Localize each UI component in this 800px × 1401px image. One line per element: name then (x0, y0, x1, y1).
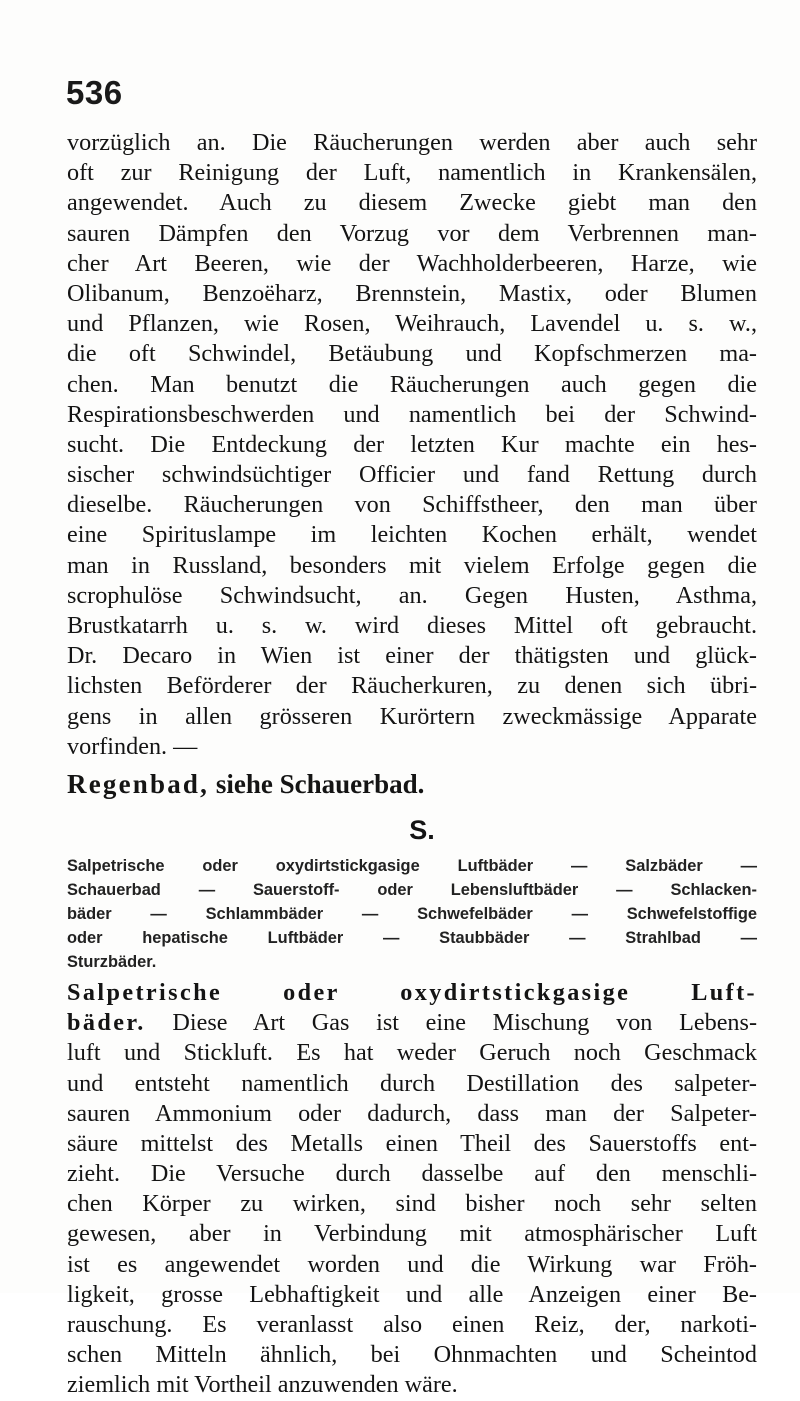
index-line: bäder — Schlammbäder — Schwefelbäder — Schwefelstoffige (67, 904, 757, 923)
entry-term-continuation: bäder. (67, 1009, 146, 1037)
text-line: sucht. Die Entdeckung der letzten Kur machte ein hes- (67, 430, 757, 458)
text-line: cher Art Beeren, wie der Wachholderbeeren, Harze, wie (67, 249, 757, 277)
text-line: ist es angewendet worden und die Wirkung war Fröh- (67, 1250, 757, 1278)
text-line: rauschung. Es veranlasst also einen Reiz, der, narkoti- (67, 1311, 757, 1338)
index-line: oder hepatische Luftbäder — Staubbäder — Strahlbad — (67, 928, 757, 947)
entry-crossref: siehe Schauerbad. (209, 768, 425, 799)
text-line: die oft Schwindel, Betäubung und Kopfschmerzen ma- (67, 340, 757, 368)
text-line: chen. Man benutzt die Räucherungen auch gegen die (67, 370, 757, 398)
index-line: Schauerbad — Sauerstoff- oder Lebensluftbäder — Schlacken- (67, 880, 757, 899)
text-line: sischer schwindsüchtiger Officier und fand Rettung durch (67, 461, 757, 489)
entry-regenbad (67, 764, 757, 804)
text-line: Respirationsbeschwerden und namentlich bei der Schwind- (67, 400, 757, 428)
text-line: Brustkatarrh u. s. w. wird dieses Mittel oft gebraucht. (67, 612, 757, 639)
page-number: 536 (66, 74, 123, 111)
index-line: Salpetrische oder oxydirtstickgasige Luftbäder — Salzbäder — (67, 856, 757, 875)
text-run: Diese Art Gas ist eine Mischung von Lebens- (145, 1009, 757, 1037)
section-letter: S. (409, 814, 435, 845)
page-body (67, 128, 757, 1401)
text-line: scrophulöse Schwindsucht, an. Gegen Husten, Asthma, (67, 581, 757, 609)
text-line: gens in allen grösseren Kurörtern zweckmässige Apparate (67, 702, 757, 730)
section-index (67, 854, 757, 974)
index-line: Sturzbäder. (67, 952, 157, 971)
entry-term: Regenbad, (67, 768, 210, 799)
paragraph-raeucherungen (67, 128, 757, 762)
text-line: angewendet. Auch zu diesem Zwecke giebt man den (67, 189, 757, 217)
text-line: luft und Stickluft. Es hat weder Geruch noch Geschmack (67, 1039, 757, 1067)
paragraph-salpetrische-luftbaeder (67, 978, 757, 1401)
text-line: man in Russland, besonders mit vielem Erfolge gegen die (67, 551, 757, 579)
text-line: lichsten Beförderer der Räucherkuren, zu denen sich übri- (67, 672, 757, 700)
text-line: vorzüglich an. Die Räucherungen werden aber auch sehr (67, 129, 757, 156)
text-line: schen Mitteln ähnlich, bei Ohnmachten und Scheintod (67, 1341, 757, 1369)
entry-term: Salpetrische oder oxydirtstickgasige Luft- (67, 978, 757, 1006)
text-line: eine Spirituslampe im leichten Kochen erhält, wendet (67, 521, 757, 549)
text-line: Dr. Decaro in Wien ist einer der thätigsten und glück- (67, 642, 757, 670)
text-line: ligkeit, grosse Lebhaftigkeit und alle Anzeigen einer Be- (67, 1280, 757, 1308)
text-line: säure mittelst des Metalls einen Theil des Sauerstoffs ent- (67, 1129, 757, 1157)
text-line (67, 978, 757, 1008)
text-line: oft zur Reinigung der Luft, namentlich in Krankensälen, (67, 159, 757, 187)
text-line: chen Körper zu wirken, sind bisher noch sehr selten (67, 1190, 757, 1218)
text-line: sauren Dämpfen den Vorzug vor dem Verbrennen man- (67, 219, 757, 247)
text-line (67, 1008, 757, 1038)
text-line: dieselbe. Räucherungen von Schiffstheer, den man über (67, 491, 757, 519)
text-line: zieht. Die Versuche durch dasselbe auf den menschli- (67, 1160, 757, 1188)
text-line: vorfinden. — (67, 732, 198, 760)
text-line: Olibanum, Benzoëharz, Brennstein, Mastix, oder Blumen (67, 279, 757, 307)
text-line: und Pflanzen, wie Rosen, Weihrauch, Lavendel u. s. w., (67, 310, 757, 338)
text-line: und entsteht namentlich durch Destillation des salpeter- (67, 1069, 757, 1097)
text-line: sauren Ammonium oder dadurch, dass man der Salpeter- (67, 1099, 757, 1127)
text-line: gewesen, aber in Verbindung mit atmosphärischer Luft (67, 1220, 757, 1248)
text-line: ziemlich mit Vortheil anzuwenden wäre. (67, 1371, 458, 1399)
